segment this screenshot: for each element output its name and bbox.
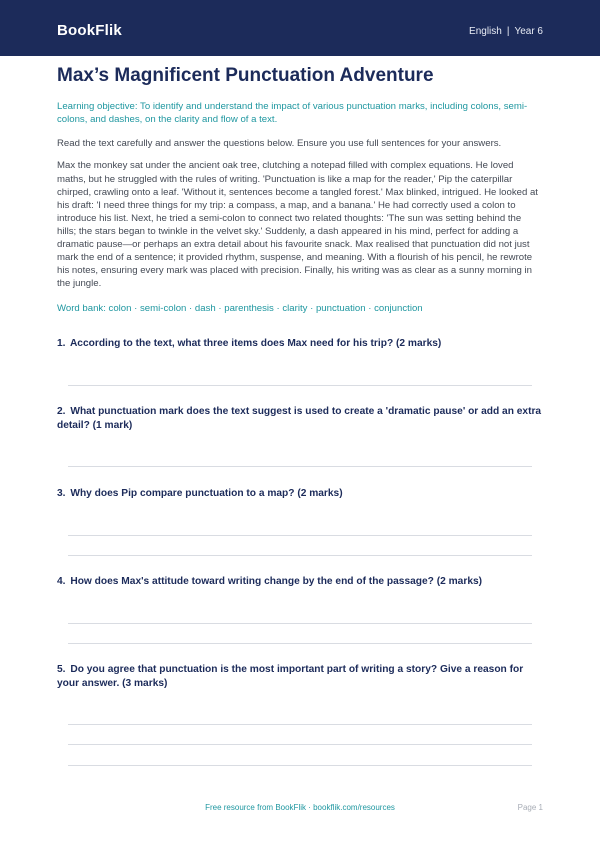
question-number: 1. bbox=[57, 338, 66, 349]
question-number: 2. bbox=[57, 406, 66, 417]
question-5 bbox=[57, 663, 543, 690]
page-header bbox=[0, 0, 600, 56]
header-separator: | bbox=[506, 26, 510, 37]
question-number: 3. bbox=[57, 488, 66, 499]
question-text: According to the text, what three items does Max need for his trip? (2 marks) bbox=[69, 338, 442, 349]
reading-passage: Max the monkey sat under the ancient oak tree, clutching a notepad filled with complex equations. He loved maths, but he struggled with the rules of writing. 'Punctuation is like a map for the reader,' Pip the caterpillar chirped, crawling onto a leaf. 'Without it, sentences become a tangled forest.' Max blinked, intrigued. He looked at his draft: 'I need three things for my trip: a compass, a map, and a banana.' He had correctly used a colon to introduce his list. Next, he tried a semi-colon to connect two related thoughts: 'The sun was setting behind the hills; the stars began to twinkle in the velvet sky.' Suddenly, a dash appeared in his mind, perfect for adding a dramatic pause—or perhaps an extra detail about his favourite snack. Max realised that punctuation did not just mark the end of a sentence; it provided rhythm, suspense, and meaning. With a flourish of his pencil, he rewrote his notes, ensuring every mark was placed with precision. Finally, his writing was as clear as a sunny morning in the jungle. bbox=[57, 160, 538, 290]
page-number: Page 1 bbox=[517, 803, 543, 812]
worksheet-intro bbox=[57, 64, 543, 315]
question-text: Do you agree that punctuation is the most important part of writing a story? Give a reason for your answer. (3 marks) bbox=[57, 664, 524, 689]
subject-label: English bbox=[469, 26, 502, 37]
question-text: Why does Pip compare punctuation to a map? (2 marks) bbox=[70, 488, 343, 499]
footer-credit[interactable]: Free resource from BookFlik · bookflik.com/resources bbox=[205, 803, 395, 812]
question-number: 4. bbox=[57, 576, 66, 587]
answer-line[interactable] bbox=[68, 466, 532, 467]
question-2 bbox=[57, 405, 543, 432]
question-4 bbox=[57, 575, 543, 589]
question-3 bbox=[57, 487, 543, 501]
question-1 bbox=[57, 337, 543, 351]
year-label: Year 6 bbox=[514, 26, 543, 37]
word-bank: Word bank: colon · semi-colon · dash · parenthesis · clarity · punctuation · conjunction bbox=[57, 303, 423, 315]
question-number: 5. bbox=[57, 664, 66, 675]
question-text: How does Max's attitude toward writing change by the end of the passage? (2 marks) bbox=[70, 576, 483, 587]
question-text: What punctuation mark does the text suggest is used to create a 'dramatic pause' or add an extra detail? (1 mark) bbox=[57, 406, 542, 431]
answer-line[interactable] bbox=[68, 643, 532, 644]
answer-line[interactable] bbox=[68, 623, 532, 624]
answer-line[interactable] bbox=[68, 744, 532, 745]
answer-line[interactable] bbox=[68, 555, 532, 556]
worksheet-title: Max’s Magnificent Punctuation Adventure bbox=[57, 65, 434, 86]
brand-logo[interactable]: BookFlik bbox=[57, 22, 122, 39]
answer-line[interactable] bbox=[68, 765, 532, 766]
instructions: Read the text carefully and answer the questions below. Ensure you use full sentences for your answers. bbox=[57, 138, 502, 150]
header-meta bbox=[469, 26, 543, 37]
answer-line[interactable] bbox=[68, 724, 532, 725]
answer-line[interactable] bbox=[68, 385, 532, 386]
answer-line[interactable] bbox=[68, 535, 532, 536]
learning-objective: Learning objective: To identify and understand the impact of various punctuation marks, including colons, semi-colons, and dashes, on the clarity and flow of a text. bbox=[57, 101, 528, 126]
